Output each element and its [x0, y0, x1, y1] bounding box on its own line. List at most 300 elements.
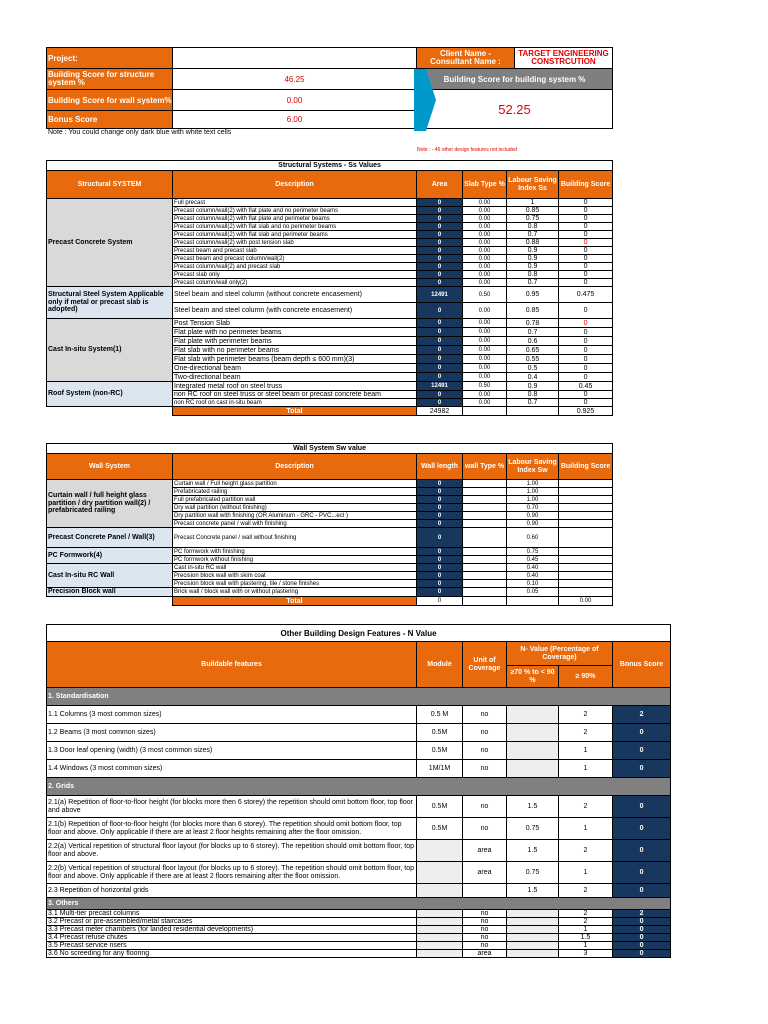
wall-score — [559, 548, 613, 556]
wall-type — [463, 488, 507, 496]
wall-total-row — [47, 597, 613, 606]
structural-description: Flat slab with perimeter beams (beam depth ≤ 600 mm)(3) — [173, 355, 417, 364]
feature-name: 3.3 Precast meter chambers (for landed residential developments) — [47, 926, 417, 934]
structural-description: Steel beam and steel column (with concrete encasement) — [173, 303, 417, 319]
structural-area-input[interactable]: 0 — [417, 328, 463, 337]
wall-type — [463, 572, 507, 580]
feature-range1-value — [507, 742, 559, 760]
structural-ss-value: 0.7 — [507, 279, 559, 287]
wall-header: Wall System — [47, 454, 173, 480]
wall-header: Wall length — [417, 454, 463, 480]
arrow-icon — [414, 69, 436, 131]
feature-unit[interactable]: no — [463, 796, 507, 818]
wall-total-length: 0 — [417, 597, 463, 606]
feature-bonus-score: 2 — [613, 706, 671, 724]
feature-range2-value: 2 — [559, 706, 613, 724]
wall-type — [463, 580, 507, 588]
structural-area-input[interactable]: 0 — [417, 255, 463, 263]
feature-module — [417, 942, 463, 950]
structural-title: Structural Systems - Ss Values — [47, 161, 613, 171]
structural-ss-value: 0.7 — [507, 399, 559, 407]
structural-area-input[interactable]: 0 — [417, 263, 463, 271]
wall-total-blank — [463, 597, 507, 606]
feature-unit[interactable]: no — [463, 818, 507, 840]
structural-total-blank — [507, 407, 559, 416]
feature-unit[interactable]: no — [463, 934, 507, 942]
structural-header: Slab Type % — [463, 171, 507, 199]
structural-slab-type: 0.00 — [463, 207, 507, 215]
structural-area-input[interactable]: 0 — [417, 199, 463, 207]
feature-section-title: 1. Standardisation — [47, 688, 671, 706]
structural-slab-type: 0.00 — [463, 271, 507, 279]
structural-area-input[interactable]: 0 — [417, 399, 463, 407]
feature-range1-value: 1.5 — [507, 884, 559, 898]
wall-description: Curtain wall / Full height glass partition — [173, 480, 417, 488]
structural-description: Precast column/wall(2) with post tension slab — [173, 239, 417, 247]
structural-slab-type: 0.50 — [463, 287, 507, 303]
wall-length-input[interactable]: 0 — [417, 556, 463, 564]
wall-system-name: PC Formwork(4) — [47, 548, 173, 564]
structural-area-input[interactable]: 0 — [417, 231, 463, 239]
feature-module: 0.5M — [417, 796, 463, 818]
structural-slab-type: 0.00 — [463, 223, 507, 231]
feature-unit[interactable]: no — [463, 742, 507, 760]
structural-description: Precast column/wall(2) and precast slab — [173, 263, 417, 271]
feature-header: Buildable features — [47, 642, 417, 688]
wall-length-input[interactable]: 0 — [417, 504, 463, 512]
structural-ss-value: 0.95 — [507, 287, 559, 303]
structural-description: Precast column/wall only(2) — [173, 279, 417, 287]
structural-area-input[interactable]: 0 — [417, 239, 463, 247]
feature-bonus-score: 2 — [613, 910, 671, 918]
feature-row — [47, 724, 671, 742]
wall-description: Precision block wall with plastering, tile / stone finishes — [173, 580, 417, 588]
structural-score: 0 — [559, 231, 613, 239]
structural-ss-value: 0.9 — [507, 255, 559, 263]
wall-length-input[interactable]: 0 — [417, 480, 463, 488]
structural-description: Steel beam and steel column (without concrete encasement) — [173, 287, 417, 303]
project-input[interactable] — [173, 48, 417, 69]
wall-length-input[interactable]: 0 — [417, 528, 463, 548]
wall-score-value: 0.00 — [173, 90, 417, 111]
structural-score: 0 — [559, 199, 613, 207]
feature-bonus-score: 0 — [613, 950, 671, 958]
feature-module — [417, 918, 463, 926]
wall-score — [559, 504, 613, 512]
feature-section-title: 3. Others — [47, 898, 671, 910]
structural-description: Precast column/wall(2) with flat slab and perimeter beams — [173, 231, 417, 239]
feature-module: 1M/1M — [417, 760, 463, 778]
structural-description: Two-directional beam — [173, 373, 417, 382]
structural-ss-value: 0.6 — [507, 337, 559, 346]
feature-module — [417, 950, 463, 958]
feature-name: 3.4 Precast refuse chutes — [47, 934, 417, 942]
wall-type — [463, 480, 507, 488]
wall-score — [559, 556, 613, 564]
structural-header: Area — [417, 171, 463, 199]
structural-score: 0 — [559, 255, 613, 263]
feature-name: 3.2 Precast or pre-assembled/metal staircases — [47, 918, 417, 926]
feature-name: 2.1(a) Repetition of floor-to-floor height (for blocks more then 6 storey) the repetition should omit bottom floor, top floor and above — [47, 796, 417, 818]
wall-row — [47, 564, 613, 572]
feature-range2-value: 3 — [559, 950, 613, 958]
feature-unit[interactable]: no — [463, 760, 507, 778]
wall-total-spacer — [47, 597, 173, 606]
structural-score: 0 — [559, 207, 613, 215]
wall-header: Labour Saving Index Sw — [507, 454, 559, 480]
feature-range1-value — [507, 918, 559, 926]
structural-score: 0.45 — [559, 382, 613, 391]
feature-bonus-score: 0 — [613, 884, 671, 898]
wall-description: Prefabricated railing — [173, 488, 417, 496]
structural-slab-type: 0.00 — [463, 215, 507, 223]
structural-header: Building Score — [559, 171, 613, 199]
feature-bonus-score: 0 — [613, 818, 671, 840]
wall-length-input[interactable]: 0 — [417, 572, 463, 580]
range2-header: ≥ 90% — [559, 666, 613, 688]
feature-range1-value — [507, 724, 559, 742]
wall-sw-value: 0.40 — [507, 564, 559, 572]
wall-description: Cast in-situ RC wall — [173, 564, 417, 572]
wall-score — [559, 564, 613, 572]
wall-sw-value: 0.60 — [507, 528, 559, 548]
feature-row — [47, 942, 671, 950]
bonus-score-label: Bonus Score — [47, 111, 173, 129]
structural-slab-type: 0.00 — [463, 303, 507, 319]
structural-score: 0 — [559, 346, 613, 355]
wall-sw-value: 1.00 — [507, 496, 559, 504]
structural-total-label: Total — [173, 407, 417, 416]
feature-range1-value — [507, 910, 559, 918]
structural-slab-type: 0.00 — [463, 279, 507, 287]
client-value[interactable]: TARGET ENGINEERING CONSTRCUTION — [515, 48, 613, 69]
feature-unit[interactable]: no — [463, 918, 507, 926]
wall-sw-value: 1.00 — [507, 488, 559, 496]
feature-range1-value — [507, 760, 559, 778]
feature-range2-value: 1 — [559, 760, 613, 778]
structural-area-input[interactable]: 0 — [417, 303, 463, 319]
features-title: Other Building Design Features - N Value — [47, 625, 671, 642]
wall-total-blank — [507, 597, 559, 606]
module-header: Module — [417, 642, 463, 688]
structural-score: 0 — [559, 373, 613, 382]
wall-row — [47, 588, 613, 597]
feature-unit[interactable]: area — [463, 840, 507, 862]
feature-row — [47, 926, 671, 934]
structural-ss-value: 0.4 — [507, 373, 559, 382]
structural-score: 0 — [559, 247, 613, 255]
feature-range2-value: 1 — [559, 862, 613, 884]
structural-ss-value: 0.9 — [507, 263, 559, 271]
feature-range2-value: 1 — [559, 818, 613, 840]
wall-sw-value: 0.90 — [507, 520, 559, 528]
wall-description: Precision block wall with skim coat — [173, 572, 417, 580]
feature-range2-value: 2 — [559, 724, 613, 742]
wall-type — [463, 528, 507, 548]
wall-table — [46, 443, 613, 606]
range1-header: ≥70 % to < 90 % — [507, 666, 559, 688]
feature-name: 1.4 Windows (3 most common sizes) — [47, 760, 417, 778]
structural-ss-value: 0.55 — [507, 355, 559, 364]
wall-row — [47, 528, 613, 548]
structural-area-input[interactable]: 0 — [417, 247, 463, 255]
feature-section-row — [47, 778, 671, 796]
wall-score — [559, 512, 613, 520]
structural-total-score: 0.925 — [559, 407, 613, 416]
feature-bonus-score: 0 — [613, 918, 671, 926]
feature-module — [417, 934, 463, 942]
feature-row — [47, 934, 671, 942]
structural-area-input[interactable]: 0 — [417, 279, 463, 287]
structural-slab-type: 0.00 — [463, 199, 507, 207]
feature-row — [47, 818, 671, 840]
structural-ss-value: 0.9 — [507, 382, 559, 391]
wall-length-input[interactable]: 0 — [417, 496, 463, 504]
structural-score: 0 — [559, 391, 613, 399]
structural-description: Precast beam and precast slab — [173, 247, 417, 255]
feature-range1-value — [507, 934, 559, 942]
structural-slab-type: 0.00 — [463, 319, 507, 328]
wall-system-name: Cast In-situ RC Wall — [47, 564, 173, 588]
feature-unit[interactable]: no — [463, 926, 507, 934]
structural-ss-value: 0.7 — [507, 328, 559, 337]
structural-area-input[interactable]: 0 — [417, 223, 463, 231]
structural-ss-value: 0.8 — [507, 271, 559, 279]
feature-name: 2.1(b) Repetition of floor-to-floor height (for blocks more than 6 storey). The repetition should omit bottom floor, top floor and above. Only applicable if there are at least 2 floor heights remaining after the floor omission. — [47, 818, 417, 840]
structural-ss-value: 0.8 — [507, 223, 559, 231]
structural-score: 0 — [559, 223, 613, 231]
structural-score: 0 — [559, 319, 613, 328]
structural-ss-value: 1 — [507, 199, 559, 207]
wall-system-name: Precast Concrete Panel / Wall(3) — [47, 528, 173, 548]
feature-unit[interactable]: area — [463, 950, 507, 958]
feature-range1-value — [507, 950, 559, 958]
client-label: Client Name - Consultant Name : — [417, 48, 515, 69]
structural-system-name: Roof System (non-RC) — [47, 382, 173, 407]
structural-description: Integrated metal roof on steel truss — [173, 382, 417, 391]
wall-total-label: Total — [173, 597, 417, 606]
wall-sw-value: 0.10 — [507, 580, 559, 588]
structural-score: 0 — [559, 239, 613, 247]
feature-unit[interactable]: no — [463, 910, 507, 918]
structural-ss-value: 0.9 — [507, 247, 559, 255]
feature-bonus-score: 0 — [613, 796, 671, 818]
wall-score — [559, 520, 613, 528]
feature-range1-value: 0.75 — [507, 818, 559, 840]
wall-length-input[interactable]: 0 — [417, 488, 463, 496]
feature-range1-value: 1.5 — [507, 796, 559, 818]
structural-description: Flat plate with no perimeter beams — [173, 328, 417, 337]
feature-module — [417, 840, 463, 862]
structural-slab-type: 0.00 — [463, 328, 507, 337]
structural-row — [47, 199, 613, 207]
feature-range2-value: 2 — [559, 796, 613, 818]
wall-sw-value: 0.90 — [507, 512, 559, 520]
feature-unit[interactable]: area — [463, 862, 507, 884]
feature-unit[interactable] — [463, 884, 507, 898]
wall-description: Full prefabricated partition wall — [173, 496, 417, 504]
structural-description: Flat slab with no perimeter beams — [173, 346, 417, 355]
wall-description: Precast concrete panel / wall with finishing — [173, 520, 417, 528]
structural-description: Precast column/wall(2) with flat plate and no perimeter beams — [173, 207, 417, 215]
structural-table — [46, 160, 613, 416]
structural-header: Structural SYSTEM — [47, 171, 173, 199]
structural-total-row — [47, 407, 613, 416]
structural-area-input[interactable]: 0 — [417, 215, 463, 223]
structural-score: 0 — [559, 215, 613, 223]
feature-module — [417, 910, 463, 918]
structural-area-input[interactable]: 0 — [417, 391, 463, 399]
feature-range2-value: 1 — [559, 742, 613, 760]
structural-slab-type: 0.00 — [463, 355, 507, 364]
wall-header: Building Score — [559, 454, 613, 480]
feature-row — [47, 840, 671, 862]
wall-length-input[interactable]: 0 — [417, 512, 463, 520]
feature-module — [417, 926, 463, 934]
feature-name: 2.3 Repetition of horizontal grids — [47, 884, 417, 898]
wall-type — [463, 512, 507, 520]
structural-ss-value: 0.7 — [507, 231, 559, 239]
feature-unit[interactable]: no — [463, 706, 507, 724]
structural-slab-type: 0.00 — [463, 399, 507, 407]
feature-range1-value: 0.75 — [507, 862, 559, 884]
feature-range1-value — [507, 926, 559, 934]
wall-score — [559, 488, 613, 496]
structural-score: 0 — [559, 279, 613, 287]
structural-area-input[interactable]: 0 — [417, 337, 463, 346]
structural-ss-value: 0.85 — [507, 207, 559, 215]
wall-header: wall Type % — [463, 454, 507, 480]
summary-table — [46, 47, 613, 129]
feature-range2-value: 1 — [559, 942, 613, 950]
feature-section-title: 2. Grids — [47, 778, 671, 796]
wall-description: PC formwork with finishing — [173, 548, 417, 556]
structural-score: 0 — [559, 355, 613, 364]
structural-area-input[interactable]: 0 — [417, 373, 463, 382]
feature-row — [47, 742, 671, 760]
wall-type — [463, 520, 507, 528]
feature-unit[interactable]: no — [463, 724, 507, 742]
wall-description: Dry wall partition (without finishing) — [173, 504, 417, 512]
wall-type — [463, 548, 507, 556]
structural-description: Precast column/wall(2) with flat slab and no perimeter beams — [173, 223, 417, 231]
feature-unit[interactable]: no — [463, 942, 507, 950]
feature-range2-value: 2 — [559, 840, 613, 862]
feature-row — [47, 862, 671, 884]
structural-system-name: Cast In-situ System(1) — [47, 319, 173, 382]
structural-total-blank — [463, 407, 507, 416]
wall-title: Wall System Sw value — [47, 444, 613, 454]
feature-module: 0.5M — [417, 724, 463, 742]
structural-description: Flat plate with perimeter beams — [173, 337, 417, 346]
feature-module: 0.5 M — [417, 706, 463, 724]
wall-sw-value: 0.05 — [507, 588, 559, 597]
structural-header: Description — [173, 171, 417, 199]
feature-module — [417, 884, 463, 898]
building-score-value: 52.25 — [417, 90, 613, 129]
feature-bonus-score: 0 — [613, 840, 671, 862]
wall-description: Precast Concrete panel / wall without finishing — [173, 528, 417, 548]
wall-score — [559, 580, 613, 588]
feature-bonus-score: 0 — [613, 862, 671, 884]
structural-row — [47, 287, 613, 303]
feature-row — [47, 796, 671, 818]
wall-row — [47, 480, 613, 488]
structural-area-input[interactable]: 12491 — [417, 382, 463, 391]
structural-ss-value: 0.65 — [507, 346, 559, 355]
wall-type — [463, 496, 507, 504]
structural-description: Precast slab only — [173, 271, 417, 279]
wall-description: Dry partition wall with finishing (OR Aluminum - GRC - PVC...ect ) — [173, 512, 417, 520]
structural-score: 0 — [559, 271, 613, 279]
wall-score — [559, 496, 613, 504]
structural-area-input[interactable]: 0 — [417, 319, 463, 328]
structure-score-value: 46.25 — [173, 69, 417, 90]
structural-ss-value: 0.5 — [507, 364, 559, 373]
structural-score: 0 — [559, 337, 613, 346]
wall-length-input[interactable]: 0 — [417, 520, 463, 528]
feature-bonus-score: 0 — [613, 942, 671, 950]
wall-length-input[interactable]: 0 — [417, 588, 463, 597]
feature-module: 0.5M — [417, 818, 463, 840]
structural-slab-type: 0.00 — [463, 364, 507, 373]
structural-area-input[interactable]: 0 — [417, 271, 463, 279]
wall-system-name: Precision Block wall — [47, 588, 173, 597]
feature-name: 1.2 Beams (3 most common sizes) — [47, 724, 417, 742]
wall-length-input[interactable]: 0 — [417, 580, 463, 588]
structural-area-input[interactable]: 0 — [417, 346, 463, 355]
wall-description: PC formwork without finishing — [173, 556, 417, 564]
structural-slab-type: 0.00 — [463, 391, 507, 399]
wall-score-label: Building Score for wall system% — [47, 90, 173, 111]
note-left: Note : You could change only dark blue with white text cells — [48, 129, 232, 136]
structural-system-name: Structural Steel System Applicable only if metal or precast slab is adopted) — [47, 287, 173, 319]
structural-area-input[interactable]: 0 — [417, 355, 463, 364]
wall-total-score: 0.00 — [559, 597, 613, 606]
structural-ss-value: 0.88 — [507, 239, 559, 247]
feature-name: 2.2(a) Vertical repetition of structural floor layout (for blocks up to 6 storey). The repetition should omit bottom floor, top floor and above. — [47, 840, 417, 862]
feature-name: 3.6 No screeding for any flooring — [47, 950, 417, 958]
structural-total-spacer — [47, 407, 173, 416]
structural-description: Post Tension Slab — [173, 319, 417, 328]
structural-system-name: Precast Concrete System — [47, 199, 173, 287]
structural-area-input[interactable]: 12491 — [417, 287, 463, 303]
wall-score — [559, 480, 613, 488]
wall-row — [47, 548, 613, 556]
feature-bonus-score: 0 — [613, 724, 671, 742]
structural-ss-value: 0.8 — [507, 391, 559, 399]
wall-length-input[interactable]: 0 — [417, 548, 463, 556]
structural-slab-type: 0.00 — [463, 263, 507, 271]
wall-sw-value: 0.45 — [507, 556, 559, 564]
structural-slab-type: 0.00 — [463, 247, 507, 255]
wall-score — [559, 528, 613, 548]
structural-score: 0 — [559, 263, 613, 271]
feature-name: 3.1 Multi-tier precast columns — [47, 910, 417, 918]
feature-row — [47, 918, 671, 926]
feature-row — [47, 950, 671, 958]
structural-area-input[interactable]: 0 — [417, 364, 463, 373]
structural-score: 0 — [559, 303, 613, 319]
structure-score-label: Building Score for structure system % — [47, 69, 173, 90]
structural-area-input[interactable]: 0 — [417, 207, 463, 215]
feature-range2-value: 2 — [559, 884, 613, 898]
feature-range2-value: 1 — [559, 926, 613, 934]
features-table — [46, 624, 671, 958]
wall-sw-value: 0.70 — [507, 504, 559, 512]
wall-length-input[interactable]: 0 — [417, 564, 463, 572]
structural-ss-value: 0.75 — [507, 215, 559, 223]
